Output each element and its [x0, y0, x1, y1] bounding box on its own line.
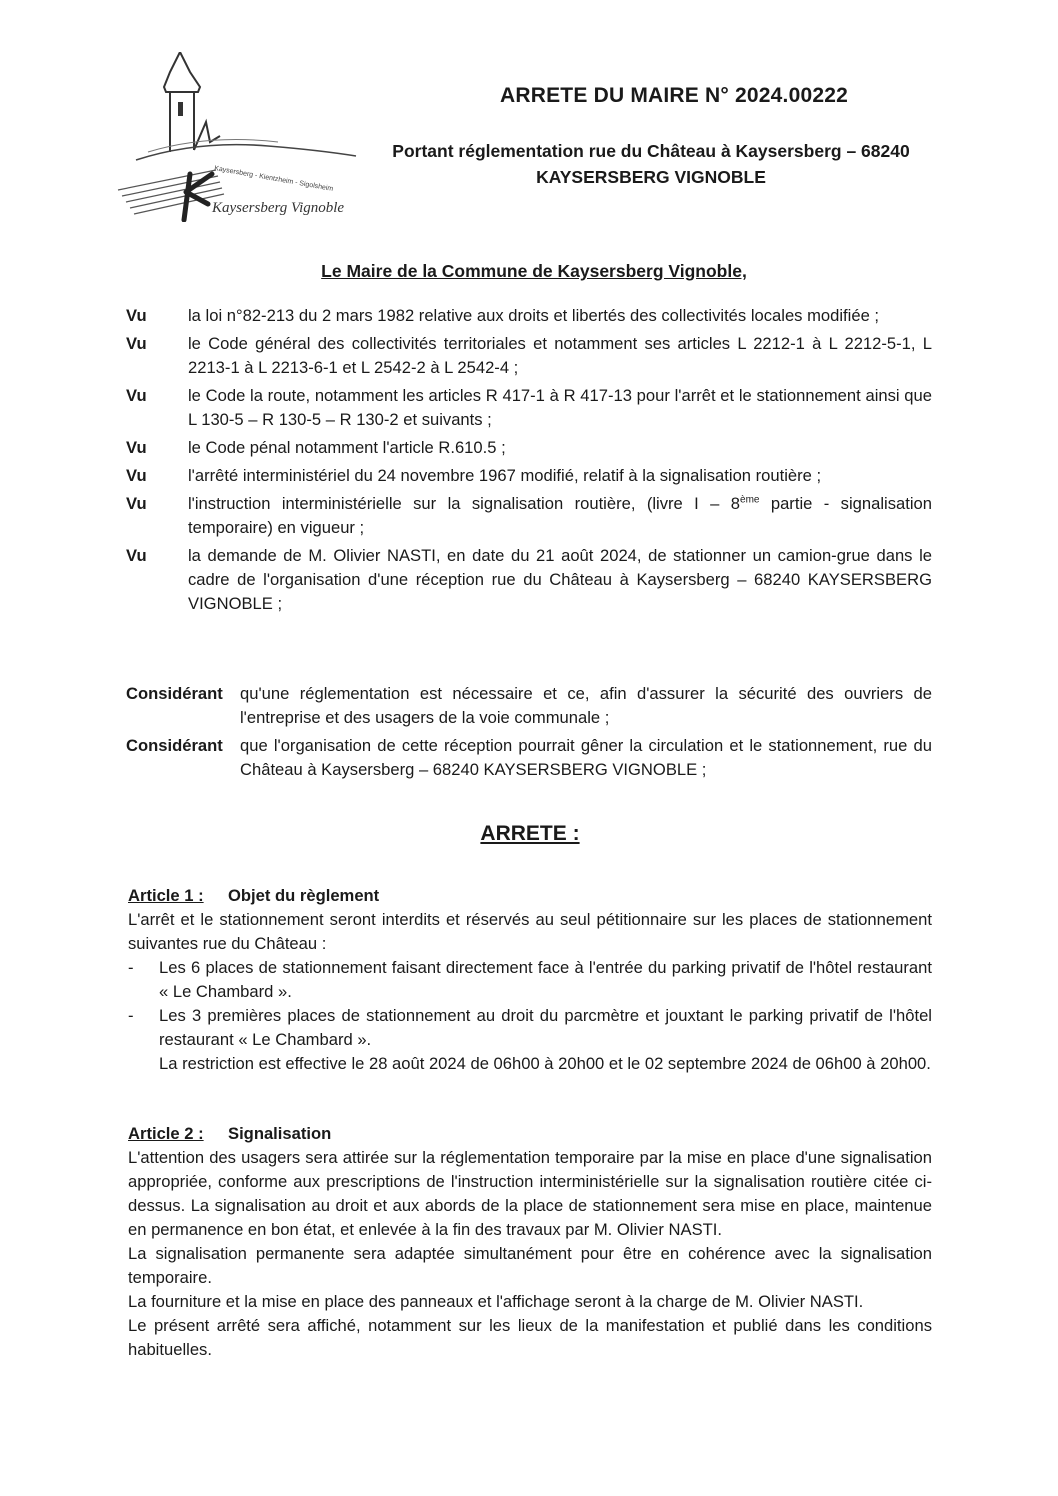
bullet-text: Les 6 places de stationnement faisant directement face à l'entrée du parking privatif de l'hôtel restaurant « Le Chambard ». — [159, 958, 932, 1001]
mayor-heading: Le Maire de la Commune de Kaysersberg Vignoble, — [321, 261, 747, 281]
considerant-text: que l'organisation de cette réception pourrait gêner la circulation et le stationnement, rue du Château à Kaysersberg – 68240 KAYSERSBERG VIGNOBLE ; — [240, 736, 932, 779]
vu-label: Vu — [126, 546, 147, 565]
instruction-text-after: partie - signalisation temporaire) en vigueur ; — [188, 494, 932, 537]
article-2-number: Article 2 : — [128, 1124, 204, 1143]
vu-text — [188, 492, 932, 540]
vu-text: le Code la route, notamment les articles R 417-1 à R 417-13 pour l'arrêt et le stationnement ainsi que L 130-5 – R 130-5 – R 130-2 et suivants ; — [188, 386, 932, 429]
article-2-paragraph: La fourniture et la mise en place des panneaux et l'affichage seront à la charge de M. Olivier NASTI. — [128, 1292, 864, 1311]
vu-text: la loi n°82-213 du 2 mars 1982 relative aux droits et libertés des collectivités locales modifiée ; — [188, 306, 880, 325]
vu-label: Vu — [126, 306, 147, 325]
vu-text: le Code général des collectivités territoriales et notamment ses articles L 2212-1 à L 2212-5-1, L 2213-1 à L 2213-6-1 et L 2542-2 à L 2542-4 ; — [188, 334, 932, 377]
vu-item — [126, 384, 932, 432]
considerant-item — [126, 682, 932, 730]
logo-small-text: Kaysersberg - Kientzheim - Sigolsheim — [213, 165, 334, 193]
considerant-item — [126, 734, 932, 782]
bullet-text: Les 3 premières places de stationnement au droit du parcmètre et jouxtant le parking privatif de l'hôtel restaurant « Le Chambard ». — [159, 1006, 932, 1049]
article-2-paragraph: La signalisation permanente sera adaptée simultanément pour être en cohérence avec la signalisation temporaire. — [128, 1244, 932, 1287]
considerant-text: qu'une réglementation est nécessaire et ce, afin d'assurer la sécurité des ouvriers de l'entreprise et des usagers de la voie communale ; — [240, 684, 932, 727]
instruction-text-before: l'instruction interministérielle sur la signalisation routière, (livre I – 8 — [188, 494, 741, 513]
subtitle-line-2: KAYSERSBERG VIGNOBLE — [536, 167, 766, 187]
vu-text: le Code pénal notamment l'article R.610.5 ; — [188, 438, 506, 457]
article-2-paragraph: Le présent arrêté sera affiché, notamment sur les lieux de la manifestation et publié dans les conditions habituelles. — [128, 1316, 932, 1359]
vu-item — [126, 464, 932, 488]
bullet-dash: - — [128, 958, 134, 977]
vu-item — [126, 544, 932, 616]
article-1 — [128, 884, 932, 1076]
vu-list — [126, 304, 932, 620]
vu-label: Vu — [126, 438, 147, 457]
considerant-label: Considérant — [126, 684, 223, 703]
vu-item — [126, 436, 932, 460]
kaysersberg-vignoble-logo — [108, 52, 370, 222]
article-1-restriction: La restriction est effective le 28 août 2024 de 06h00 à 20h00 et le 02 septembre 2024 de 06h00 à 20h00. — [159, 1054, 931, 1073]
article-2 — [128, 1122, 932, 1362]
vu-label: Vu — [126, 466, 147, 485]
vu-item — [126, 332, 932, 380]
article-2-title: Signalisation — [228, 1124, 332, 1143]
vu-label: Vu — [126, 494, 147, 513]
vu-label: Vu — [126, 386, 147, 405]
vu-text: la demande de M. Olivier NASTI, en date du 21 août 2024, de stationner un camion-grue dans le cadre de l'organisation d'une réception rue du Château à Kaysersberg – 68240 KAYSERSBERG VIGNOBLE ; — [188, 546, 932, 613]
vu-label: Vu — [126, 334, 147, 353]
article-1-heading — [128, 884, 932, 908]
article-1-bullet — [128, 956, 932, 1004]
article-1-title: Objet du règlement — [228, 886, 380, 905]
article-2-paragraph: L'attention des usagers sera attirée sur la réglementation temporaire par la mise en place d'une signalisation appropriée, conforme aux prescriptions de l'instruction interministérielle sur la signalisation routière citée ci-dessus. La signalisation au droit et aux abords de la place de stationnement sera mise en place, maintenue en permanence en bon état, et enlevée à la fin des travaux par M. Olivier NASTI. — [128, 1148, 932, 1239]
decree-title: ARRETE DU MAIRE N° 2024.00222 — [500, 84, 848, 107]
article-2-heading — [128, 1122, 932, 1146]
instruction-superscript: ème — [740, 494, 760, 506]
article-1-bullet — [128, 1004, 932, 1052]
decree-subtitle — [370, 138, 932, 190]
article-1-intro: L'arrêt et le stationnement seront interdits et réservés au seul pétitionnaire sur les places de stationnement suivantes rue du Château : — [128, 910, 932, 953]
bullet-dash: - — [128, 1006, 134, 1025]
subtitle-line-1: Portant réglementation rue du Château à Kaysersberg – 68240 — [392, 141, 910, 161]
vu-item — [126, 304, 932, 328]
vu-text: l'arrêté interministériel du 24 novembre 1967 modifié, relatif à la signalisation routière ; — [188, 466, 822, 485]
considerant-label: Considérant — [126, 736, 223, 755]
logo-main-text: Kaysersberg Vignoble — [212, 200, 345, 216]
considerant-list — [126, 682, 932, 786]
article-1-number: Article 1 : — [128, 886, 204, 905]
arrete-heading: ARRETE : — [480, 822, 580, 845]
vu-item — [126, 492, 932, 540]
